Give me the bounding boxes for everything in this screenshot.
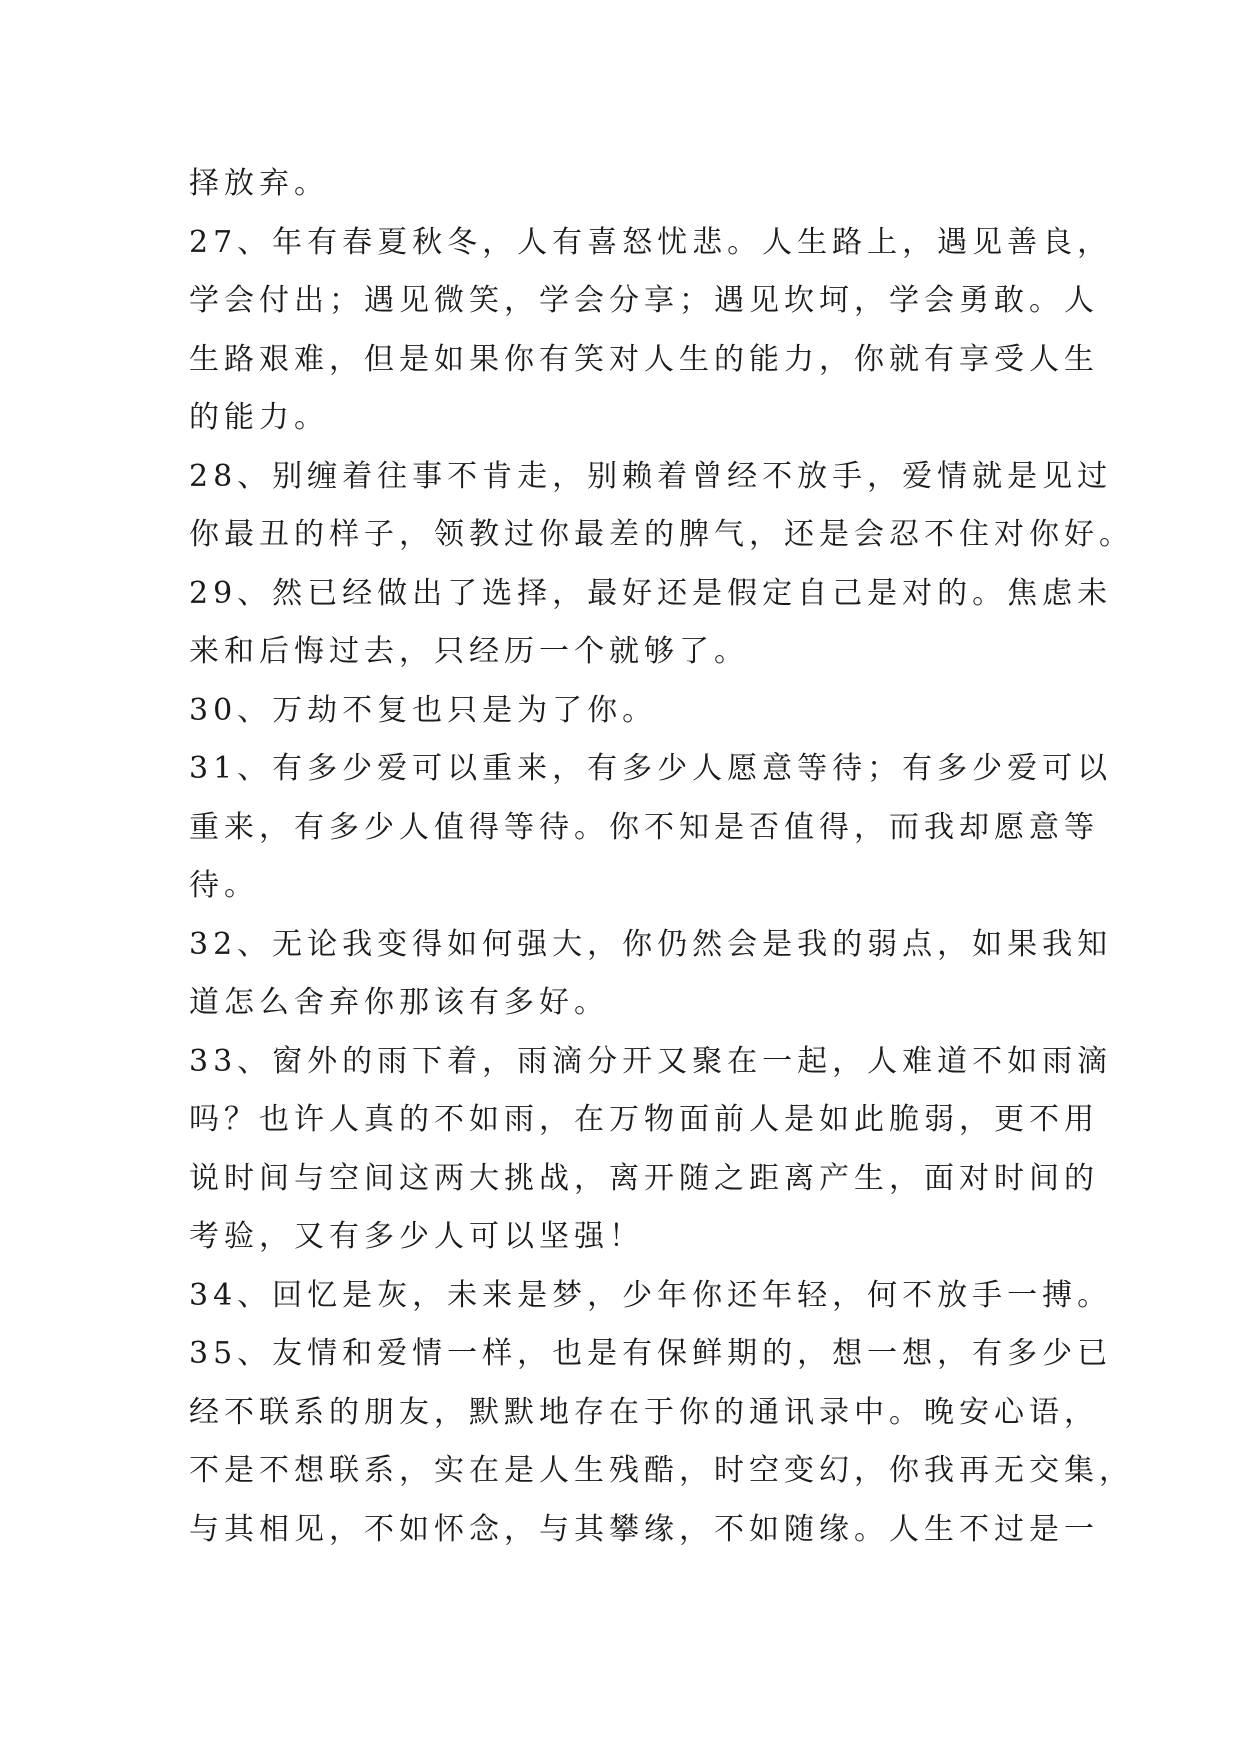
document-body (189, 155, 1134, 1559)
text-line: 道怎么舍弃你那该有多好。 (189, 985, 609, 1020)
text-line: 28、别缠着往事不肯走，别赖着曾经不放手，爱情就是见过 (189, 458, 1113, 494)
text-line: 的能力。 (189, 400, 329, 435)
text-line: 35、友情和爱情一样，也是有保鲜期的，想一想，有多少已 (189, 1336, 1113, 1371)
text-line: 学会付出；遇见微笑，学会分享；遇见坎坷，学会勇敢。人 (189, 283, 1099, 318)
text-line: 32、无论我变得如何强大，你仍然会是我的弱点，如果我知 (189, 926, 1113, 962)
text-line: 34、回忆是灰，未来是梦，少年你还年轻，何不放手一搏。 (189, 1277, 1113, 1313)
text-line: 考验，又有多少人可以坚强！ (189, 1219, 644, 1254)
text-line: 重来，有多少人值得等待。你不知是否值得，而我却愿意等 (189, 809, 1099, 845)
text-line: 33、窗外的雨下着，雨滴分开又聚在一起，人难道不如雨滴 (189, 1043, 1113, 1079)
text-line: 你最丑的样子，领教过你最差的脾气，还是会忍不住对你好。 (189, 517, 1134, 552)
text-line: 经不联系的朋友，默默地存在于你的通讯录中。晚安心语， (189, 1394, 1099, 1430)
text-line: 27、年有春夏秋冬，人有喜怒忧悲。人生路上，遇见善良， (189, 224, 1113, 260)
text-line: 吗？也许人真的不如雨，在万物面前人是如此脆弱，更不用 (189, 1102, 1099, 1137)
text-line: 来和后悔过去，只经历一个就够了。 (189, 634, 749, 669)
text-line: 说时间与空间这两大挑战，离开随之距离产生，面对时间的 (189, 1160, 1099, 1196)
text-line: 生路艰难，但是如果你有笑对人生的能力，你就有享受人生 (189, 341, 1099, 377)
text-line: 31、有多少爱可以重来，有多少人愿意等待；有多少爱可以 (189, 751, 1113, 786)
text-line: 待。 (189, 868, 259, 903)
text-line: 29、然已经做出了选择，最好还是假定自己是对的。焦虑未 (189, 575, 1113, 611)
text-line: 与其相见，不如怀念，与其攀缘，不如随缘。人生不过是一 (189, 1511, 1099, 1547)
text-line: 择放弃。 (189, 166, 329, 201)
text-line: 不是不想联系，实在是人生残酷，时空变幻，你我再无交集， (189, 1453, 1134, 1488)
text-line: 30、万劫不复也只是为了你。 (189, 692, 658, 728)
